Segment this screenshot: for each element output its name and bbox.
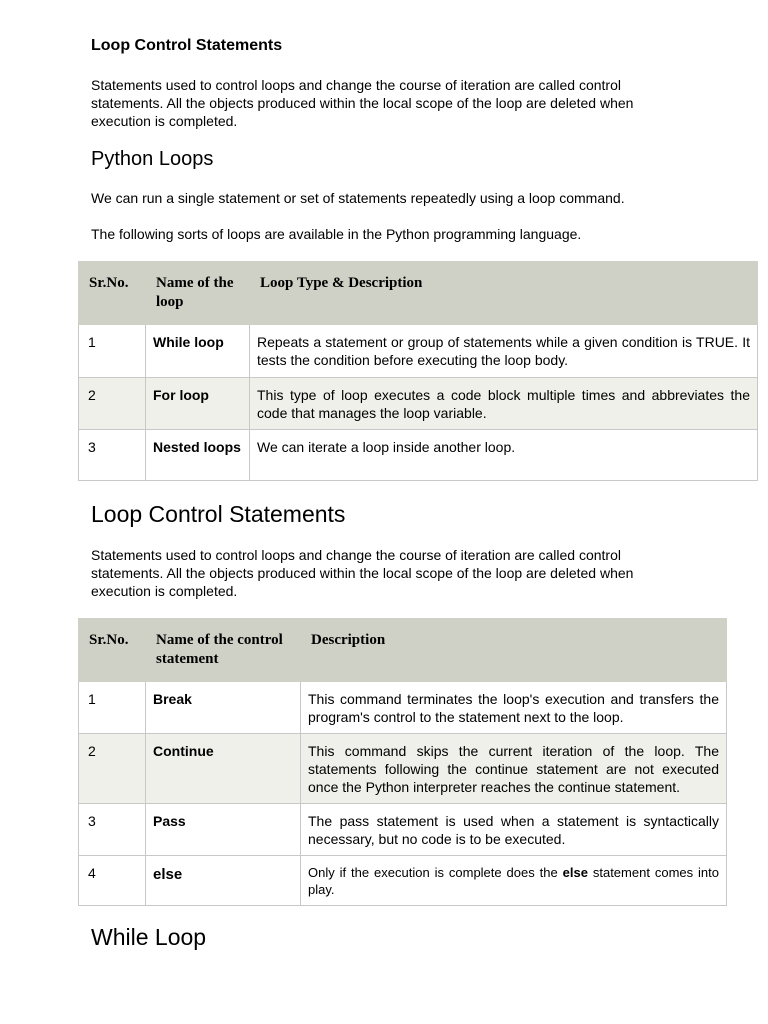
loops-paragraph-1: We can run a single statement or set of statements repeatedly using a loop command.: [91, 190, 625, 206]
loop-description: This type of loop executes a code block multiple times and abbreviates the code that manages the loop variable.: [250, 378, 758, 430]
row-number: 2: [79, 734, 146, 804]
desc-keyword: else: [562, 865, 588, 880]
section-heading-while-loop: While Loop: [91, 924, 207, 950]
control-statements-table: [78, 618, 727, 906]
statement-name: else: [146, 856, 301, 906]
row-number: 1: [79, 325, 146, 378]
table-row: [79, 325, 758, 378]
section-heading-loop-control: Loop Control Statements: [91, 37, 283, 54]
loop-name: Nested loops: [146, 430, 250, 481]
loop-description: Repeats a statement or group of statements while a given condition is TRUE. It tests the condition before executing the loop body.: [250, 325, 758, 378]
statement-description: [301, 856, 727, 906]
row-number: 1: [79, 682, 146, 734]
desc-text: statement comes into play.: [308, 865, 719, 897]
loop-description: We can iterate a loop inside another loop.: [250, 430, 758, 481]
table-row: [79, 804, 727, 856]
loop-types-table: [78, 261, 758, 481]
header-cell: Sr.No.: [79, 262, 146, 325]
header-cell: Sr.No.: [79, 619, 146, 682]
statement-description: This command skips the current iteration of the loop. The statements following the continue statement are not executed once the Python interpreter reaches the continue statement.: [301, 734, 727, 804]
header-cell: Name of the control statement: [146, 619, 301, 682]
statement-description: This command terminates the loop's execution and transfers the program's control to the statement next to the loop.: [301, 682, 727, 734]
table-header-row: [79, 619, 727, 682]
loops-paragraph-2: The following sorts of loops are available in the Python programming language.: [91, 226, 582, 242]
table-row: [79, 378, 758, 430]
section-heading-python-loops: Python Loops: [91, 148, 214, 170]
table-header-row: [79, 262, 758, 325]
header-cell: Description: [301, 619, 727, 682]
table-row: [79, 682, 727, 734]
row-number: 3: [79, 430, 146, 481]
header-cell: Name of the loop: [146, 262, 250, 325]
table-row: [79, 734, 727, 804]
table-row: [79, 430, 758, 481]
section-heading-loop-control-2: Loop Control Statements: [91, 501, 346, 527]
loop-name: While loop: [146, 325, 250, 378]
desc-text: Only if the execution is complete does the: [308, 865, 563, 880]
intro-paragraph: Statements used to control loops and change the course of iteration are called control statements. All the objects produced within the local scope of the loop are deleted when execution is completed.: [91, 77, 634, 129]
control-paragraph: Statements used to control loops and change the course of iteration are called control statements. All the objects produced within the local scope of the loop are deleted when execution is completed.: [91, 547, 634, 599]
header-cell: Loop Type & Description: [250, 262, 758, 325]
table-row: [79, 856, 727, 906]
row-number: 4: [79, 856, 146, 906]
statement-name: Continue: [146, 734, 301, 804]
statement-name: Pass: [146, 804, 301, 856]
statement-name: Break: [146, 682, 301, 734]
loop-name: For loop: [146, 378, 250, 430]
row-number: 3: [79, 804, 146, 856]
row-number: 2: [79, 378, 146, 430]
statement-description: The pass statement is used when a statement is syntactically necessary, but no code is to be executed.: [301, 804, 727, 856]
